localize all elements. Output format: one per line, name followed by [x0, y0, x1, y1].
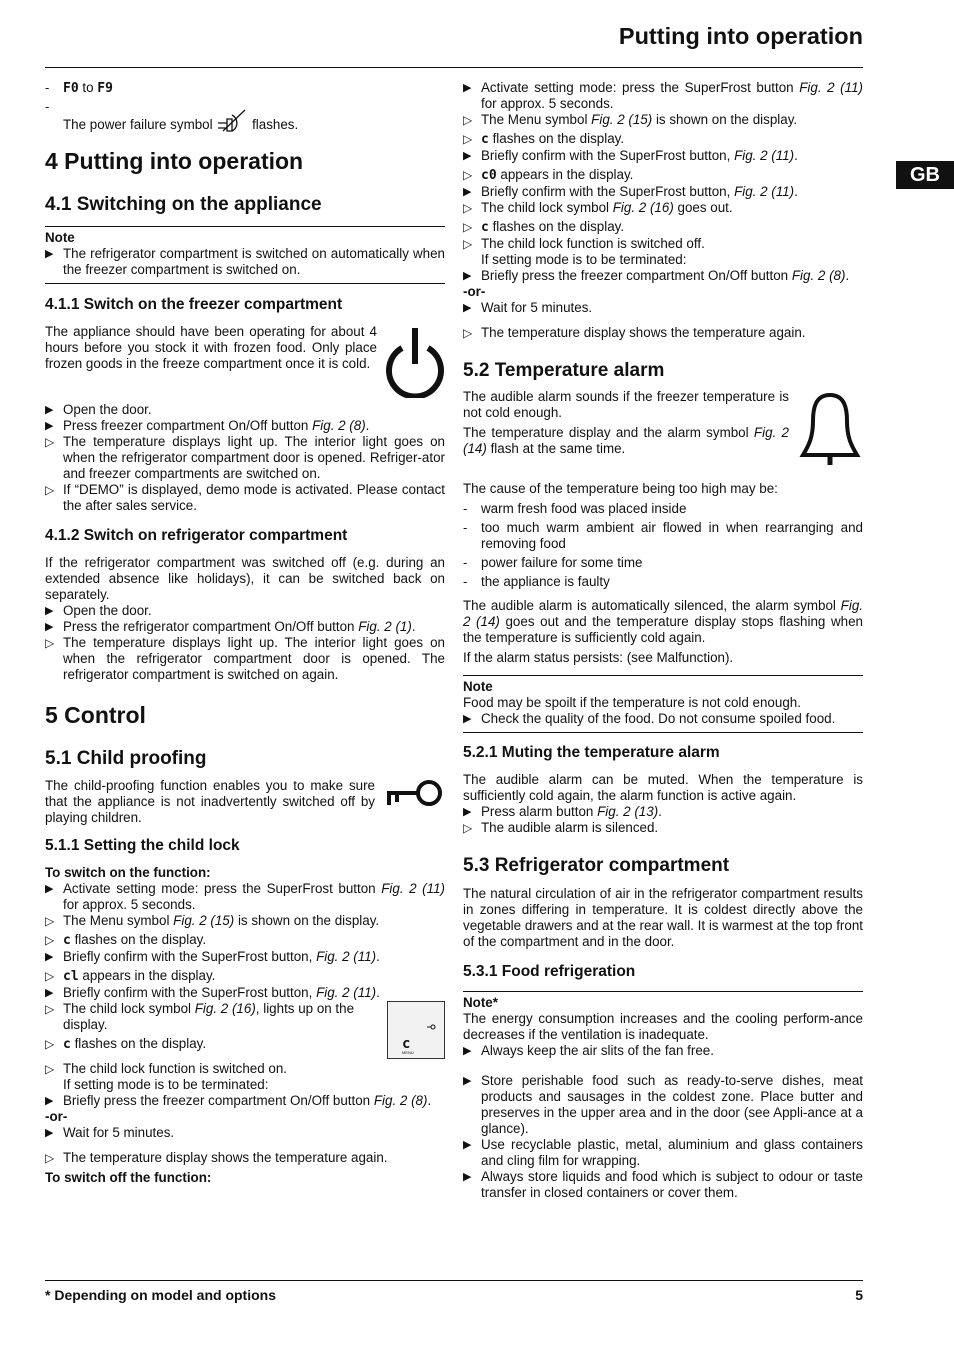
note-box: Note Food may be spoilt if the temperature is not cold enough. ▶ Check the quality of the food. Do not consume spoiled food. — [463, 675, 863, 733]
section-title: 4.1.2 Switch on refrigerator compartment — [45, 527, 348, 544]
language-tab: GB — [896, 161, 954, 189]
list-item: - F0 to F9 — [45, 80, 113, 96]
display-illustration: c MENU — [387, 1001, 445, 1059]
note-box: Note* The energy consumption increases and the cooling perform-ance decreases if the ventilation is inadequate. ▶ Always keep the air slits of the fan free. — [463, 991, 863, 1059]
note-box: Note ▶ The refrigerator compartment is switched on automatically when the freezer compartment is switched on. — [45, 226, 445, 284]
list-item: - The power failure symbol flashes. — [45, 99, 299, 132]
section-title: 5.3 Refrigerator compartment — [463, 855, 730, 876]
dash-marker: - — [45, 99, 50, 114]
dash-marker: - — [45, 80, 50, 95]
key-icon — [383, 778, 445, 810]
page-title: Putting into operation — [618, 23, 863, 49]
power-failure-icon — [216, 109, 248, 133]
section-title: 4.1.1 Switch on the freezer compartment — [45, 296, 343, 313]
section-title: 5.2.1 Muting the temperature alarm — [463, 744, 720, 761]
section-title: 5 Control — [45, 702, 146, 728]
power-button-icon — [385, 324, 445, 398]
child-lock-icon — [426, 1024, 436, 1030]
right-column: ▶ Activate setting mode: press the SuperFrost button Fig. 2 (11) for approx. 5 seconds. ▷ The Menu symbol Fig. 2 (15) is shown on the display. ▷ c flashes on the display. ▶ Briefly confirm with the SuperFrost button, Fig. 2 (11). ▷ c0 appears in the display. ▶ Briefly confirm with the SuperFrost button, Fig. 2 (11). ▷ The child lock symbol Fig. 2 (16) goes out. ▷ c flashes on the display. ▷ The child lock function is switched off. If setting mode is to be terminated: ▶ Briefly press the freezer compartment On/Off button Fig. 2 (8). -or- ▶ Wait for 5 minutes. ▷ The temperature display shows the temperature again. 5.2 Temperature alarm The audible alarm sounds if the freezer temperature is not cold enough. The temperature display and the alarm symbol Fig. 2 (14) flash at the same time. The cause of the temperature being too high may be: - warm fresh food was placed inside - too much warm ambient air flowed in when rearranging and removing food - power failure for some time - the appliance is faulty The audible alarm is automatically silenced, the alarm symbol Fig. 2 (14) goes out and the temperature display stops flashing when the temperature is sufficiently cold again. If the alarm status persists: (see Malfunction). Note Food may be spoilt if the temperature is not cold enough. ▶ Check the quality of the food. Do not consume spoiled food. 5.2.1 Muting the temperature alarm The audible alarm can be muted. When the temperature is sufficiently cold again, the alarm function is active again. ▶ Press alarm button Fig. 2 (13). ▷ The audible alarm is silenced. 5.3 Refrigerator compartment The natural circulation of air in the refrigerator compartment results in zones differing in temperature. It is coldest directly above the vegetable drawers and at the rear wall. It is warmest at the top front of the compartment and in the door. 5.3.1 Food refrigeration Note* The energy consumption increases and the cooling perform-ance decreases if the ventilation is inadequate. ▶ Always keep the air slits of the fan free. ▶ Store perishable food such as ready-to-serve dishes, meat products and sausages in the coldest zone. Place butter and preserves in the upper area and in the door (see Appli-ance at a glance). ▶ Use recyclable plastic, metal, aluminium and glass containers and cling film for wrapping. ▶ Always store liquids and food which is subject to odour or taste transfer in closed containers or cover them. — [463, 80, 863, 1200]
header-rule — [45, 67, 863, 68]
section-title: 4 Putting into operation — [45, 148, 304, 174]
footer-rule — [45, 1280, 863, 1281]
page-number: 5 — [855, 1287, 863, 1303]
section-title: 4.1 Switching on the appliance — [45, 194, 322, 215]
footer-note: * Depending on model and options — [45, 1287, 276, 1303]
alarm-bell-icon — [797, 389, 863, 467]
left-column: - F0 to F9 - The power failure symbol flashes. 4 Putting into operation 4.1 Switching on the appliance Note ▶ The refrigerator compartment is switched on automatically when the freezer compartment is switched on. 4.1.1 Switch on the freezer compartment The appliance should have been operating for about 4 hours before you stock it with frozen food. Only place frozen goods in the freeze compartment once it is cold. ▶ Open the door. ▶ Press freezer compartment On/Off button Fig. 2 (8). ▷ The temperature displays light up. The interior light goes on when the refrigerator compartment door is opened. Refriger-ator and freezer compartments are switched on. ▷ If “DEMO” is displayed, demo mode is activated. Please contact the after sales service. 4.1.2 Switch on refrigerator compartment If the refrigerator compartment was switched off (e.g. during an extended absence like holidays), it can be switched back on separately. ▶ Open the door. ▶ Press the refrigerator compartment On/Off button Fig. 2 (1). ▷ The temperature displays light up. The interior light goes on when the refrigerator compartment door is opened. The refrigerator compartment is switched on again. 5 Control 5.1 Child proofing The child-proofing function enables you to make sure that the appliance is not inadvertently switched off by playing children. 5.1.1 Setting the child lock To switch on the function: ▶ Activate setting mode: press the SuperFrost button Fig. 2 (11) for approx. 5 seconds. ▷ The Menu symbol Fig. 2 (15) is shown on the display. ▷ c flashes on the display. ▶ Briefly confirm with the SuperFrost button, Fig. 2 (11). ▷ cl appears in the display. ▶ Briefly confirm with the SuperFrost button, Fig. 2 (11). c MENU ▷ The child lock symbol Fig. 2 (16), lights up on the display. ▷ c flashes on the display. ▷ The child lock function is switched on. If setting mode is to be terminated: ▶ Briefly press the freezer compartment On/Off button Fig. 2 (8). -or- ▶ Wait for 5 minutes. ▷ The temperature display shows the temperature again. To switch off the function: — [45, 80, 445, 1185]
section-title: 5.1 Child proofing — [45, 748, 207, 769]
section-title: 5.3.1 Food refrigeration — [463, 963, 636, 980]
section-title: 5.1.1 Setting the child lock — [45, 837, 240, 854]
section-title: 5.2 Temperature alarm — [463, 360, 665, 381]
